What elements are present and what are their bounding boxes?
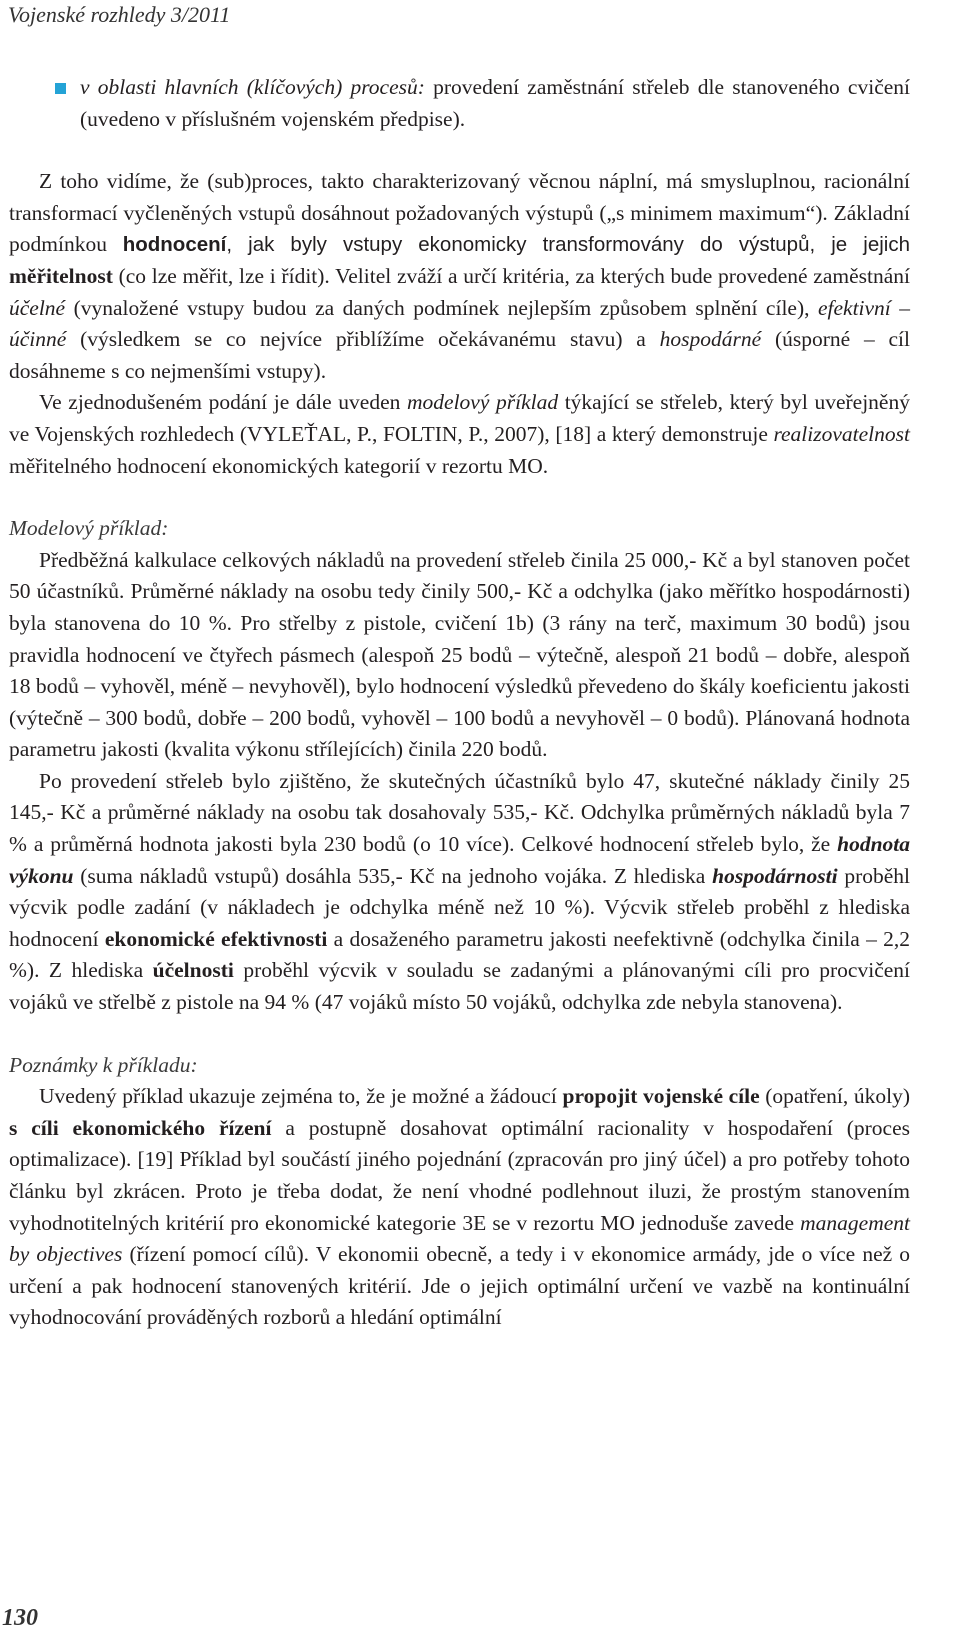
text-run: a dosaženého parametru jakosti neefektivně (odchylka činila – 2,2 %). Z hlediska xyxy=(9,926,911,983)
text-run: (suma nákladů vstupů) dosáhla 535,- Kč na jednoho vojáka. Z hlediska xyxy=(73,863,713,888)
emphasis-italic: hospodárné xyxy=(659,327,762,352)
paragraph-example-calculation: Předběžná kalkulace celkových nákladů na provedení střeleb činila 25 000,- Kč a byl stanoven počet 50 účastníků. Průměrné náklady na osobu tedy činily 500,- Kč a odchylka (jako měřítko hospodárnosti) byla stanovena do 10 %. Pro střelby z pistole, cvičení 1b) (3 rány na terč, maximum 30 bodů) jsou pravidla hodnocení ve čtyřech pásmech (alespoň 25 bodů – výtečně, alespoň 21 bodů – dobře, alespoň 18 bodů – vyhověl, méně – nevyhověl), bylo hodnocení výsledků převedeno do škály koeficientu jakosti (výtečně – 300 bodů, dobře – 200 bodů, vyhověl – 100 bodů a nevyhověl – 0 bodů). Plánovaná hodnota parametru jakosti (kvalita výkonu střílejících) činila 220 bodů. xyxy=(9,547,910,762)
emphasis-italic: realizovatelnost xyxy=(773,421,910,446)
text-run: Uvedený příklad ukazuje zejména to, že je možné a žádoucí xyxy=(39,1084,563,1109)
text-run: Po provedení střeleb bylo zjištěno, že skutečných účastníků bylo 47, skutečné náklady činily 25 145,- Kč a průměrné náklady na osobu tak dosahovaly 535,- Kč. Odchylka průměrných nákladů byla 7 % a průměrná hodnota jakosti byla 230 bodů (o 10 více). Celkové hodnocení střeleb bylo, že xyxy=(9,768,910,857)
text-run: (výsledkem se co nejvíce přiblížíme očekávanému stavu) a xyxy=(66,327,660,352)
emphasis-bold-italic: hospodárnosti xyxy=(712,863,838,888)
text-run: Ve zjednodušeném podání je dále uveden xyxy=(39,390,407,415)
paragraph-notes xyxy=(9,1081,910,1334)
emphasis-bold: ekonomické efektivnosti xyxy=(104,926,328,951)
text-run: měřitelného hodnocení ekonomických kategorií v rezortu MO. xyxy=(9,453,549,478)
paragraph-example-results xyxy=(9,766,910,1019)
text-run: proběhl výcvik v souladu se zadanými a plánovanými cíli pro procvičení vojáků ve střelbě z pistole na 94 % (47 vojáků místo 50 vojáků, odchylka zde nebyla stanovena). xyxy=(9,958,910,1015)
text-run: a postupně dosahovat optimální racionality v hospodaření (proces optimalizace). [19] Příklad byl součástí jiného pojednání (zpracován pro jiný účel) a pro potřeby tohoto článku byl zkrácen. Proto je třeba dodat, že není vhodné podlehnout iluzi, že prostým stanovením vyhodnotitelných kritérií pro ekonomické kategorie 3E se v rezortu MO jednoduše zavede xyxy=(9,1115,911,1235)
emphasis-bold: propojit vojenské cíle xyxy=(562,1084,760,1109)
emphasis-italic: účelné xyxy=(9,295,66,320)
running-header: Vojenské rozhledy 3/2011 xyxy=(8,2,231,27)
paragraph-process xyxy=(9,166,910,387)
section-heading-notes: Poznámky k příkladu: xyxy=(9,1052,198,1077)
text-run: (úsporné – cíl dosáhneme s co nejmenšími vstupy). xyxy=(9,327,910,383)
text-run: (řízení pomocí cílů). V ekonomii obecně, a tedy i v ekonomice armády, jde o více než o určení a pak hodnocení stanovených kritérií. Jde o jejich optimální určení ve vazbě na kontinuální vyhodnocování prováděných rozborů a hledání optimální xyxy=(9,1242,910,1330)
spacer xyxy=(9,482,910,513)
text-run: (co lze měřit, lze i řídit). Velitel zváží a určí kritéria, za kterých bude provedené zaměstnání xyxy=(112,263,910,288)
emphasis-italic: efektivní – účinné xyxy=(9,295,910,352)
emphasis-bold: účelnosti xyxy=(152,958,234,983)
text-run: proběhl výcvik podle zadání (v nákladech je odchylka méně než 10 %). Výcvik střeleb proběhl z hlediska hodnocení xyxy=(9,863,910,951)
bullet-item xyxy=(9,72,910,135)
bullet-lead: v oblasti hlavních (klíčových) procesů: xyxy=(80,75,425,99)
emphasis-bold: s cíli ekonomického řízení xyxy=(9,1115,272,1140)
section-heading-example: Modelový příklad: xyxy=(9,516,169,541)
article-body xyxy=(9,72,910,1334)
bullet-text: provedení zaměstnání střeleb dle stanoveného cvičení (uvedeno v příslušném vojenském předpise). xyxy=(80,75,911,131)
emphasis-bold: hodnocení xyxy=(122,233,227,257)
paragraph-model-intro xyxy=(9,387,910,482)
emphasis-italic: management by objectives xyxy=(9,1210,910,1267)
emphasis-bold-italic: hodnota výkonu xyxy=(9,832,910,888)
text-run: (opatření, úkoly) xyxy=(759,1084,910,1109)
page-number: 130 xyxy=(2,1605,38,1631)
text-run: , jak byly vstupy ekonomicky transformovány do výstupů, je jejich xyxy=(226,233,911,257)
text-run: Z toho vidíme, že (sub)proces, takto charakterizovaný věcnou náplní, má smysluplnou, racionální transformací vyčleněných vstupů dosáhnout požadovaných výstupů („s minimem maximum“). Základní podmínkou xyxy=(9,169,910,257)
text-run: (vynaložené vstupy budou za daných podmínek nejlepším způsobem splnění cíle), xyxy=(65,295,818,320)
text-run: týkající se střeleb, který byl uveřejněný ve Vojenských rozhledech (VYLEŤAL, P., FOLTIN, P., 2007), [18] a který demonstruje xyxy=(9,390,910,446)
emphasis-bold: měřitelnost xyxy=(9,263,113,288)
spacer xyxy=(9,135,910,166)
emphasis-italic: modelový příklad xyxy=(407,390,559,415)
square-bullet-icon xyxy=(55,83,66,94)
spacer xyxy=(9,1019,910,1050)
